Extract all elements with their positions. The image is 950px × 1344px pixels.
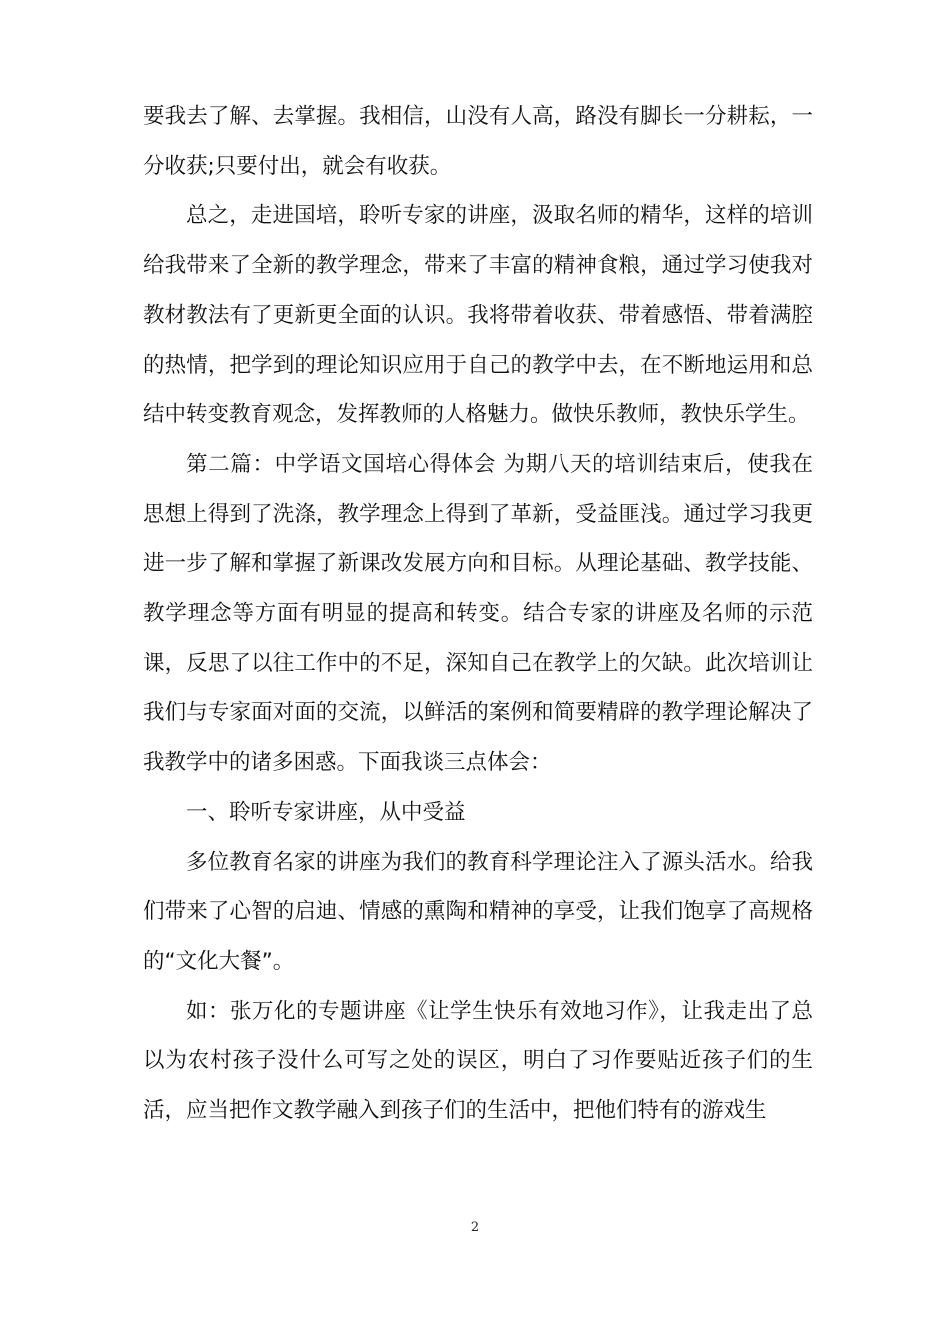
- paragraph-summary: 总之，走进国培，聆听专家的讲座，汲取名师的精华，这样的培训给我带来了全新的教学理念，带来了丰富的精神食粮，通过学习使我对教材教法有了更新更全面的认识。我将带着收获、带着感悟、带着满腔的热情，把学到的理论知识应用于自己的教学中去，在不断地运用和总结中转变教育观念，发挥教师的人格魅力。做快乐教师，教快乐学生。: [143, 203, 813, 428]
- paragraph-second-article: 第二篇：中学语文国培心得体会 为期八天的培训结束后，使我在思想上得到了洗涤，教学理念上得到了革新，受益匪浅。通过学习我更进一步了解和掌握了新课改发展方向和目标。从理论基础、教学技能、教学理念等方面有明显的提高和转变。结合专家的讲座及名师的示范课，反思了以往工作中的不足，深知自己在教学上的欠缺。此次培训让我们与专家面对面的交流，以鲜活的案例和简要精辟的教学理论解决了我教学中的诸多困惑。下面我谈三点体会：: [143, 451, 813, 776]
- paragraph-example: 如：张万化的专题讲座《让学生快乐有效地习作》，让我走出了总以为农村孩子没什么可写之处的误区，明白了习作要贴近孩子们的生活，应当把作文教学融入到孩子们的生活中，把他们特有的游戏生: [143, 998, 813, 1124]
- paragraph-experts: 多位教育名家的讲座为我们的教育科学理论注入了源头活水。给我们带来了心智的启迪、情感的熏陶和精神的享受，让我们饱享了高规格的“文化大餐”。: [143, 849, 813, 974]
- page-number: 2: [470, 1220, 480, 1235]
- paragraph-continuation: 要我去了解、去掌握。我相信，山没有人高，路没有脚长一分耕耘，一分收获;只要付出，就会有收获。: [143, 104, 813, 179]
- document-body: [143, 92, 813, 1136]
- section-heading-one: 一、聆听专家讲座，从中受益: [186, 799, 466, 825]
